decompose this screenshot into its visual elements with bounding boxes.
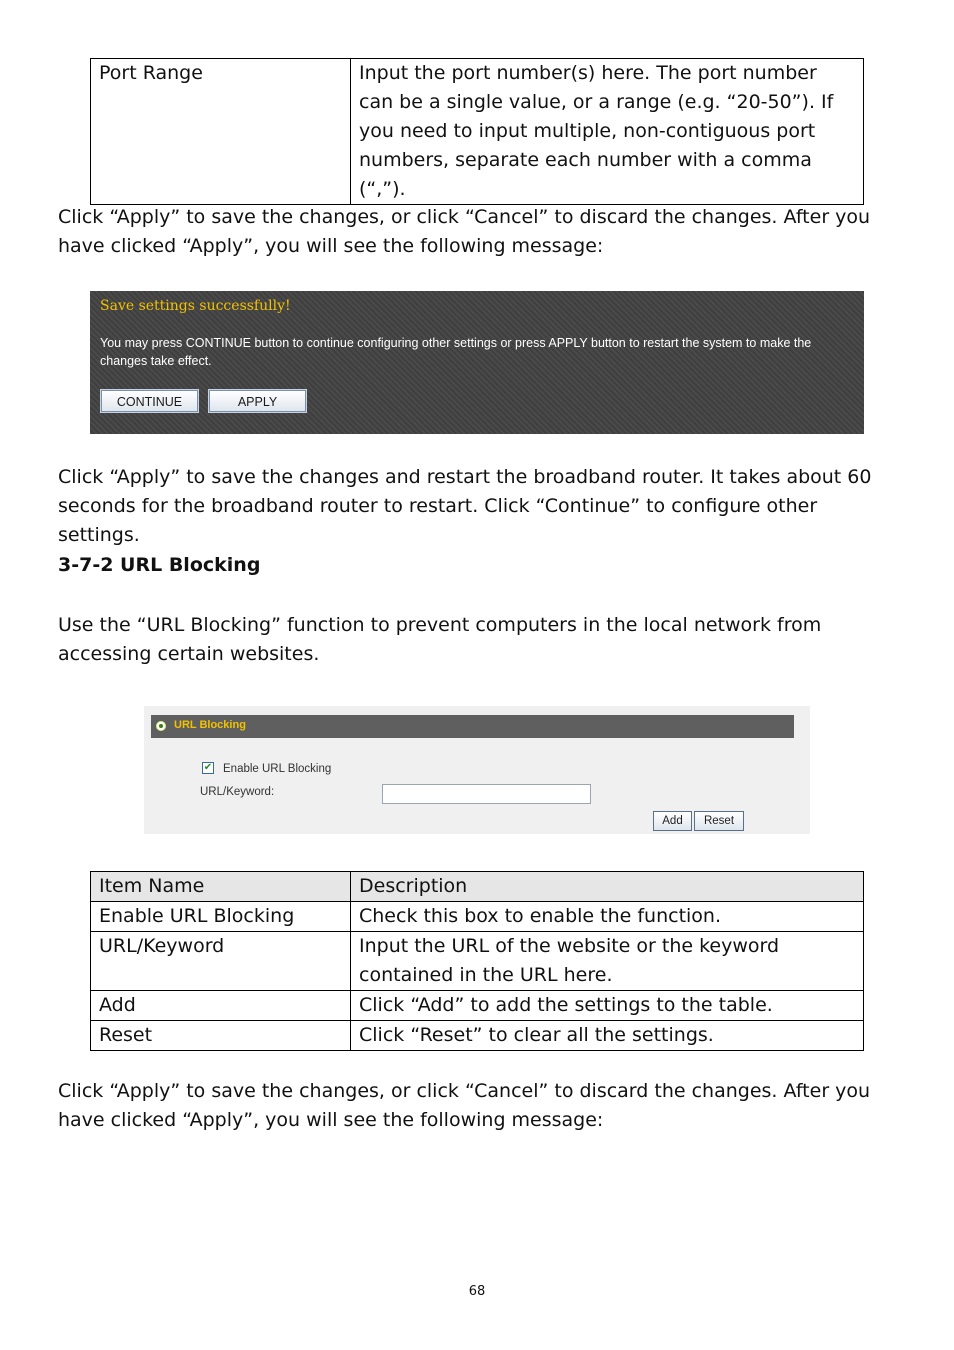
table-cell-item-name: Reset (91, 1021, 351, 1051)
url-blocking-header (151, 715, 794, 738)
paragraph-apply-instructions: Click “Apply” to save the changes, or click “Cancel” to discard the changes. After you have clicked “Apply”, you will see the following message: (58, 206, 871, 257)
add-button[interactable]: Add (653, 811, 692, 831)
url-blocking-title: URL Blocking (174, 719, 246, 731)
enable-url-blocking-label: Enable URL Blocking (223, 763, 332, 775)
table-row (91, 902, 864, 932)
url-blocking-table (90, 871, 864, 1051)
table-row (91, 59, 864, 205)
save-settings-title: Save settings successfully! (100, 298, 291, 314)
table-row (91, 1021, 864, 1051)
table-cell-description: Click “Reset” to clear all the settings. (351, 1021, 864, 1051)
paragraph-apply-instructions-2: Click “Apply” to save the changes, or click “Cancel” to discard the changes. After you have clicked “Apply”, you will see the following message: (58, 1080, 871, 1131)
port-range-table (90, 58, 864, 205)
url-keyword-label: URL/Keyword: (200, 786, 275, 798)
save-settings-message: You may press CONTINUE button to continue configuring other settings or press APPLY button to restart the system to make the changes take effect. (100, 336, 812, 368)
url-blocking-panel (144, 706, 810, 834)
table-row (91, 932, 864, 991)
page-number: 68 (468, 1284, 486, 1299)
column-header-description: Description (351, 872, 864, 902)
section-heading: 3-7-2 URL Blocking (58, 554, 261, 576)
enable-url-blocking-checkbox[interactable] (202, 762, 214, 774)
table-cell-description: Input the URL of the website or the keyword contained in the URL here. (351, 932, 864, 991)
table-cell-item-name: URL/Keyword (91, 932, 351, 991)
table-cell-item-name: Add (91, 991, 351, 1021)
table-cell-item-name: Port Range (91, 59, 351, 205)
url-keyword-input[interactable] (382, 784, 591, 804)
table-header-row (91, 872, 864, 902)
checkmark-icon: ✔ (203, 762, 213, 773)
save-settings-panel (90, 291, 864, 434)
table-cell-item-name: Enable URL Blocking (91, 902, 351, 932)
table-row (91, 991, 864, 1021)
paragraph-url-blocking-intro: Use the “URL Blocking” function to prevent computers in the local network from accessing certain websites. (58, 614, 822, 665)
table-cell-description: Input the port number(s) here. The port number can be a single value, or a range (e.g. “20-50”). If you need to input multiple, non-contiguous port numbers, separate each number with a comma (“,”). (351, 59, 864, 205)
continue-button[interactable]: CONTINUE (101, 390, 198, 412)
paragraph-restart-info: Click “Apply” to save the changes and restart the broadband router. It takes about 60 seconds for the broadband router to restart. Click “Continue” to configure other settings. (58, 466, 872, 546)
reset-button[interactable]: Reset (694, 811, 744, 831)
column-header-item-name: Item Name (91, 872, 351, 902)
bullet-icon (156, 721, 166, 731)
apply-button[interactable]: APPLY (209, 390, 306, 412)
table-cell-description: Click “Add” to add the settings to the table. (351, 991, 864, 1021)
table-cell-description: Check this box to enable the function. (351, 902, 864, 932)
